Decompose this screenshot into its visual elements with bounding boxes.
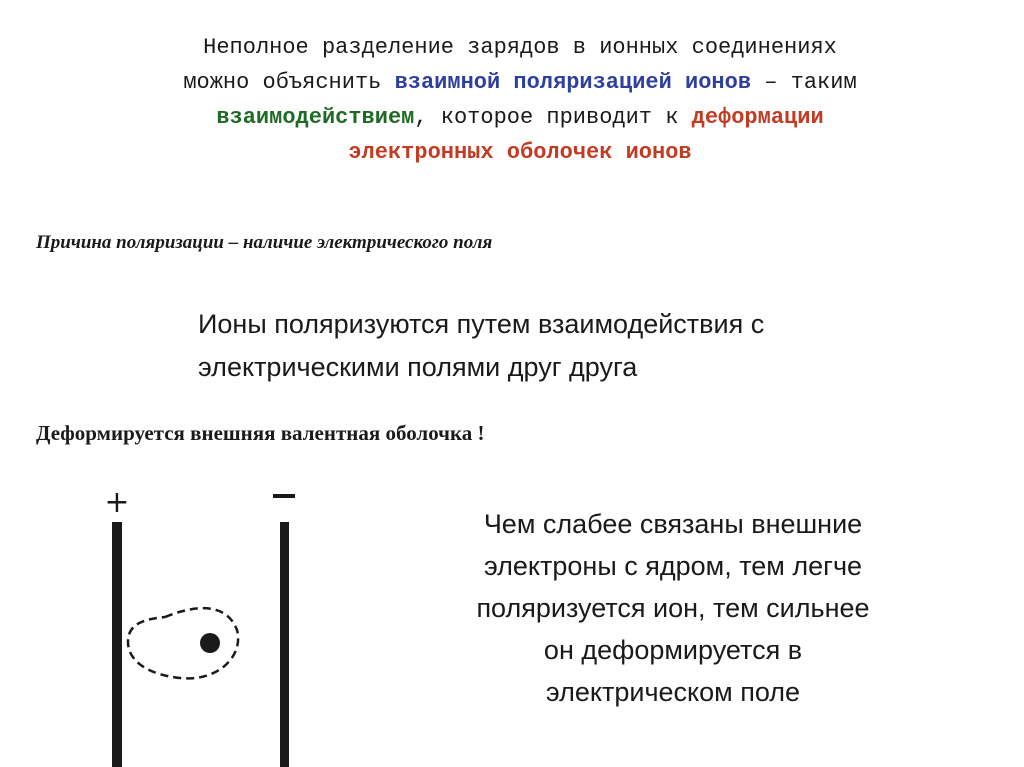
intro-highlight-interaction: взаимодействием <box>216 105 415 130</box>
intro-line-2-text-b: – таким <box>751 70 857 95</box>
weaker-electrons-line-5: электрическом поле <box>545 677 801 707</box>
weaker-electrons-line-1: Чем слабее связаны внешние <box>483 509 863 539</box>
ions-polarize-text <box>198 303 764 389</box>
intro-line-4 <box>60 135 980 170</box>
intro-line-1 <box>60 30 980 65</box>
weaker-electrons-line-2: электроны с ядром, тем легче <box>483 551 863 581</box>
weaker-electrons-line-4: он деформируется в <box>543 635 803 665</box>
plus-sign: + <box>104 485 130 520</box>
intro-highlight-electron-shells: электронных оболочек ионов <box>348 140 692 165</box>
polarization-cause-text: Причина поляризации – наличие электрического поля <box>36 232 493 253</box>
negative-plate <box>280 522 289 767</box>
nucleus-dot <box>200 633 220 653</box>
intro-line-3-text: , которое приводит к <box>414 105 692 130</box>
intro-line-2 <box>60 65 980 100</box>
polarization-diagram <box>90 480 320 767</box>
intro-highlight-mutual-polarization: взаимной поляризацией ионов <box>394 70 752 95</box>
intro-highlight-deformation: деформации <box>691 105 824 130</box>
intro-line-1-text: Неполное разделение зарядов в ионных соединениях <box>203 35 837 60</box>
ions-polarize-line-2: электрическими полями друг друга <box>198 352 638 382</box>
deformed-electron-shell <box>128 608 238 678</box>
valence-shell-deformation-text: Деформируется внешняя валентная оболочка ! <box>36 421 485 445</box>
intro-line-2-text-a: можно объяснить <box>183 70 395 95</box>
positive-plate <box>112 522 122 767</box>
ions-polarize-line-1: Ионы поляризуются путем взаимодействия с <box>198 309 765 339</box>
minus-sign <box>273 494 295 498</box>
weaker-electrons-line-3: поляризуется ион, тем сильнее <box>476 593 870 623</box>
weaker-electrons-text <box>438 503 908 713</box>
intro-line-3 <box>60 100 980 135</box>
intro-paragraph <box>60 30 980 170</box>
